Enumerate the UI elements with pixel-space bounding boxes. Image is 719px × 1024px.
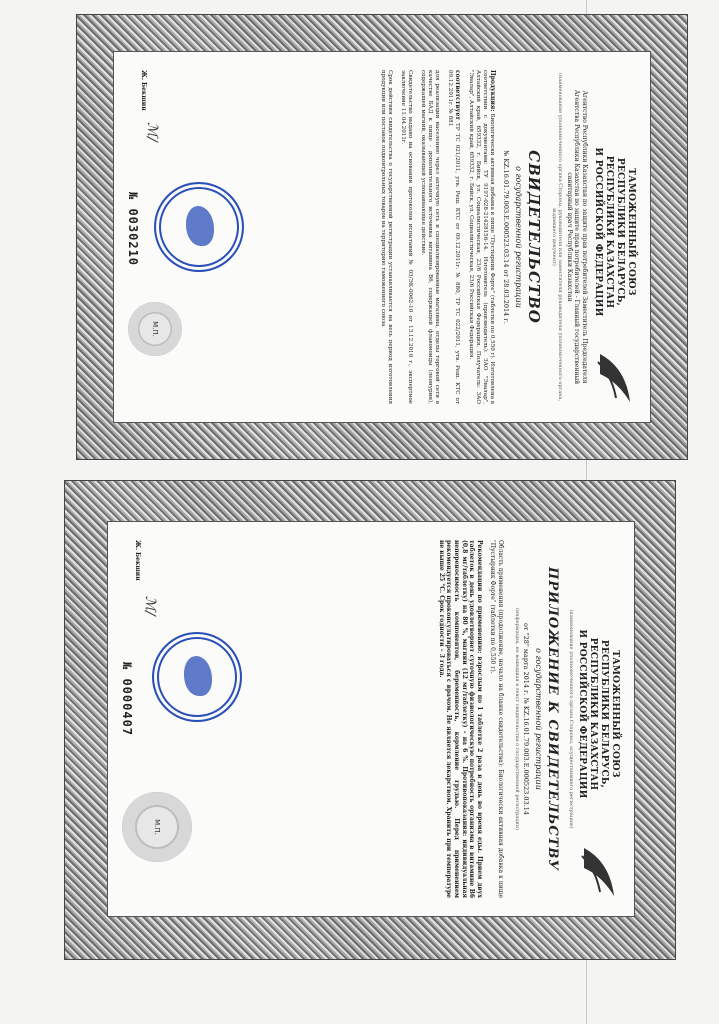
certificate-panel xyxy=(113,51,651,423)
official-seal: М.П. xyxy=(128,302,182,356)
signatory-name: Ж. Бекшин xyxy=(140,70,147,111)
issuing-agency: Агентство Республики Казахстан по защите прав потребителей Заместитель Председателя Агентства Республики Казахстан по защите прав потребителей - Главный государственный санитарный врач Республики Казахстан xyxy=(566,89,588,385)
basis-text: Свидетельство выдано на основании протоколов испытаний № 03/ЭК-0062-10 от 13.12.2010 г., экспертное заключение 11.04.2011г. xyxy=(400,70,414,404)
compliance-section xyxy=(447,70,462,404)
certificate-border xyxy=(76,14,688,460)
union-line-2: РЕСПУБЛИКИ БЕЛАРУСЬ, РЕСПУБЛИКИ КАЗАХСТАН xyxy=(604,155,625,309)
appendix-date-number: от "28" марта 2014 г. № KZ.16.01.79.003.Е.000523.03.14 xyxy=(522,623,530,815)
union-line-1: ТАМОЖЕННЫЙ СОЮЗ xyxy=(626,168,636,296)
certificate-title: СВИДЕТЕЛЬСТВО xyxy=(525,150,544,324)
scope-text: для реализации населению через аптечную сеть и специализированные магазины, отделы торговой сети в качестве БАД к пище - дополнительного источника витамина В6, содержащей флавоноиды (леонурин), содержащей магний, оказывающей успокаивающее действие. xyxy=(420,70,441,404)
appendix-border xyxy=(64,480,676,960)
customs-union-emblem-icon xyxy=(594,348,636,408)
union-heading xyxy=(576,600,620,828)
handwritten-signature: ℳ∕ xyxy=(142,596,158,616)
appendix-serial-number: № 0000407 xyxy=(120,662,134,737)
official-seal: М.П. xyxy=(122,792,192,862)
authority-note: (наименование уполномоченного органа Стороны, осуществившего регистрацию) xyxy=(568,609,574,829)
union-line-2: РЕСПУБЛИКИ БЕЛАРУСЬ, РЕСПУБЛИКИ КАЗАХСТАН xyxy=(588,637,609,791)
customs-union-emblem-icon xyxy=(578,842,620,902)
compliance-text: ТР ТС 021/2011, утв. Реш. КТС от 09.12.2011г. № 880, ТР ТС 022/2011, утв. Реш. КТС от 09.12.2011г. № 881 xyxy=(447,70,461,404)
stamp-bird-icon xyxy=(184,656,212,696)
union-line-1: ТАМОЖЕННЫЙ СОЮЗ xyxy=(610,650,620,778)
compliance-label: соответствует xyxy=(454,70,462,120)
appendix-panel xyxy=(107,521,635,917)
appendix-content xyxy=(108,522,634,916)
blue-stamp xyxy=(152,632,242,722)
registration-number: № KZ.16.01.79.003.Е.000523.03.14 от 28.03.2014 г. xyxy=(502,150,511,324)
handwritten-signature: ℳ∕ xyxy=(144,122,160,142)
blue-stamp xyxy=(154,182,244,272)
date-note: (информация, не вошедшая в текст свидетельства о государственной регистрации) xyxy=(514,607,520,831)
stamp-bird-icon xyxy=(186,206,214,246)
product-text: Биологически активная добавка к пище "Пустырник Форте" (таблетки по 0,550 г). Изготовлена в соответствии с документами: ТУ 9197-028-21428156-14. Изготовитель (производитель): ЗАО "Эвалар", Алтайский край, 659332, г. Бийск, ул. Социалистическая, 23/6 Российская Федерация. Получатель: ЗАО "Эвалар", Алтайский край, 659332, г. Бийск, ул. Социалистическая, 23/6 Российская Федерация. xyxy=(468,70,496,404)
appendix-subtitle: о государственной регистрации xyxy=(534,648,543,790)
certificate-serial-number: № 0030210 xyxy=(126,192,140,267)
union-line-3: И РОССИЙСКОЙ ФЕДЕРАЦИИ xyxy=(577,629,587,799)
certificate-content xyxy=(114,52,650,422)
recommendations-text: Рекомендации по применению: взрослым по 1 таблетке 2 раза в день во время еды. Прием двух таблеток в день удовлетворяет суточную физиологическую потребность организма в витамине В6 (0,8 мг/таблетку) на 80 %, магнии (12 мг/таблетку) – на 6 %. Противопоказания: индивидуальная непереносимость компонентов, беременность, кормление грудью. Перед применением рекомендуется проконсультироваться с врачом. Не является лекарством. Хранить при температуре не выше 25 °С. Срок годности – 3 года. xyxy=(437,540,483,898)
union-line-3: И РОССИЙСКОЙ ФЕДЕРАЦИИ xyxy=(593,147,603,317)
product-section xyxy=(468,70,497,404)
appendix-title: ПРИЛОЖЕНИЕ К СВИДЕТЕЛЬСТВУ xyxy=(545,567,560,871)
product-label: Продукция: xyxy=(489,70,497,112)
certificate-subtitle: о государственной регистрации xyxy=(514,166,524,308)
signatory-name: Ж. Бекшин xyxy=(134,540,141,581)
validity-text: Срок действия свидетельства о государственной регистрации устанавливается на весь период изготовления продукции или поставок подконтрольных товаров на территорию таможенного союза xyxy=(380,70,394,404)
authority-note: (наименование уполномоченного органа Стороны, руководителя или заместителя руководителя уполномоченного органа, выдавшего документ) xyxy=(551,72,564,402)
union-heading xyxy=(592,130,636,334)
appendix-scope-text: Область применения (продолжение, начало на бланке свидетельства): Биологически активная добавка к пище "Пустырник Форте" (таблетки по 0,550 г). xyxy=(489,540,504,898)
